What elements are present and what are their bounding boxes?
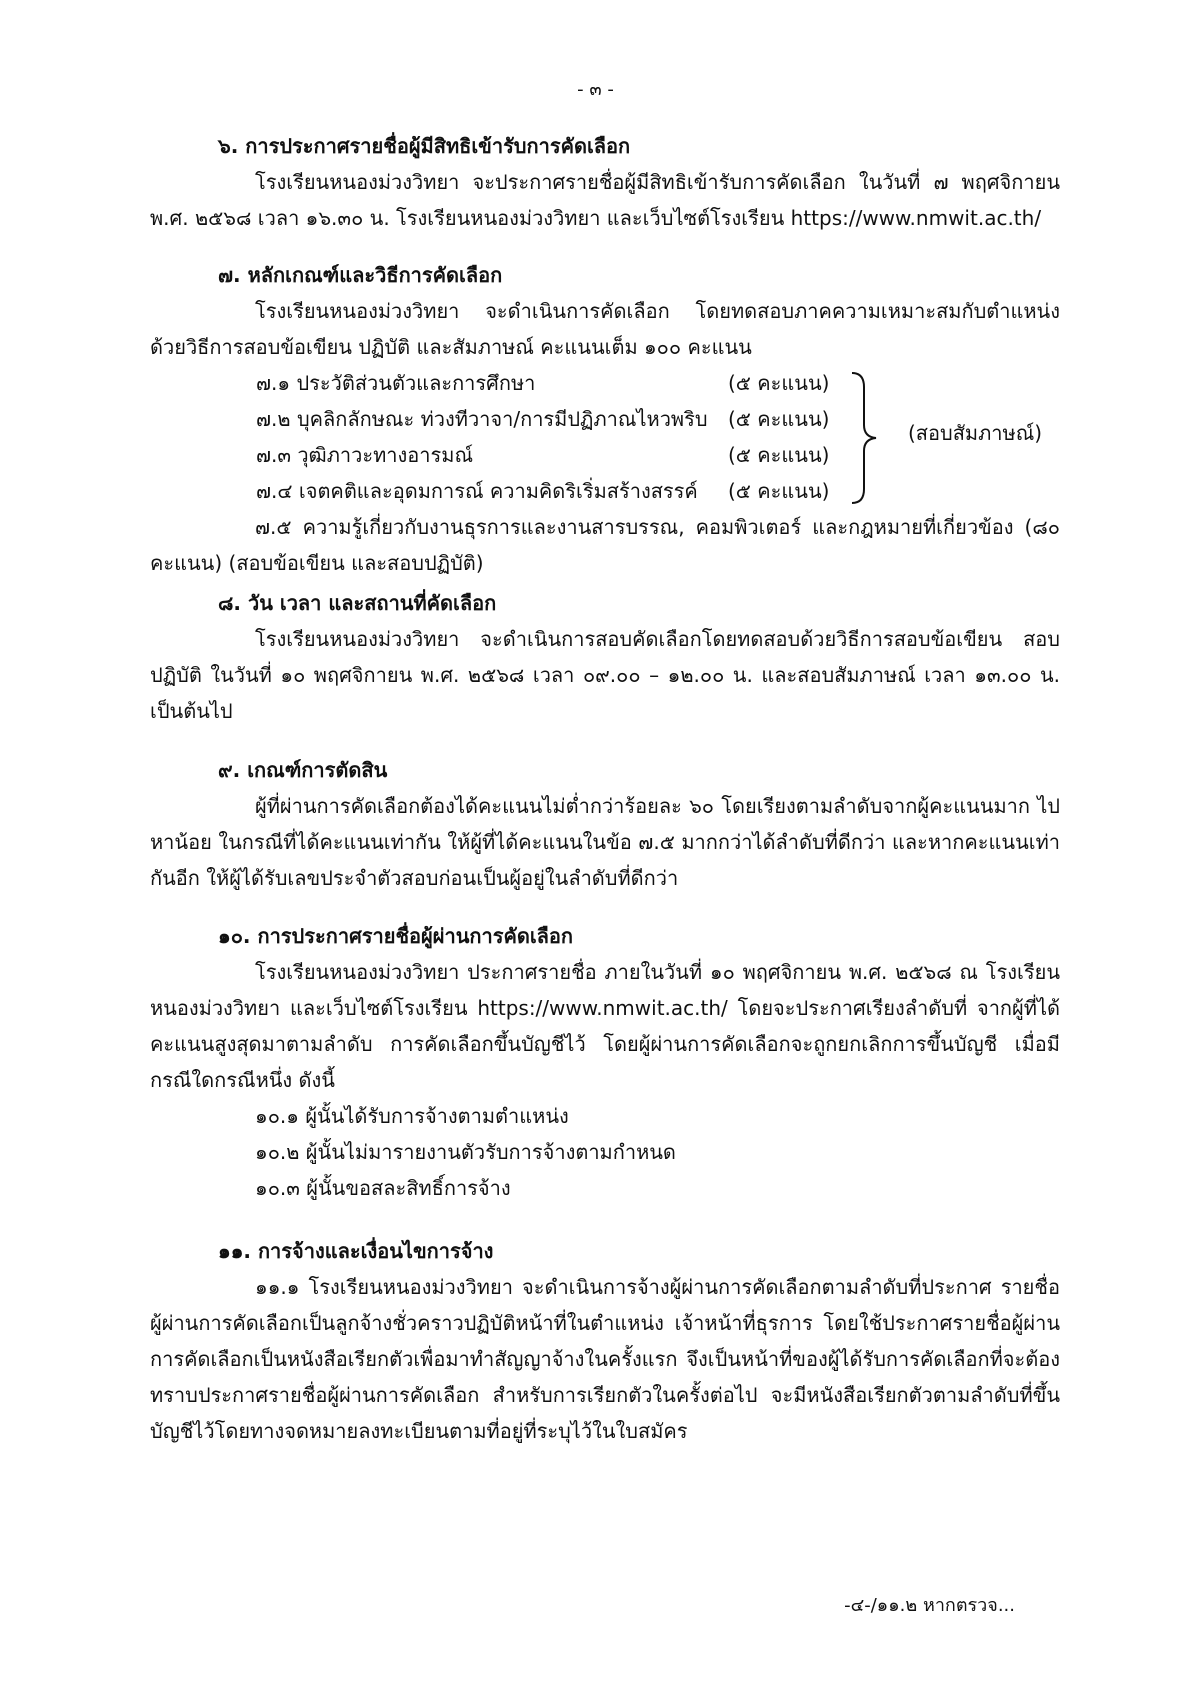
section-11: [150, 1233, 1060, 1449]
criteria-label: ๗.๒ บุคลิกลักษณะ ท่วงทีวาจา/การมีปฏิภาณไหวพริบ: [256, 407, 708, 431]
criteria-label: ๗.๔ เจตคติและอุดมการณ์ ความคิดริเริ่มสร้างสรรค์: [256, 479, 698, 503]
right-brace-icon: [850, 371, 878, 505]
criteria-item: [150, 473, 1060, 509]
section-10-item: ๑๐.๑ ผู้นั้นได้รับการจ้างตามตำแหน่ง: [255, 1104, 569, 1128]
section-8-body: โรงเรียนหนองม่วงวิทยา จะดำเนินการสอบคัดเลือกโดยทดสอบด้วยวิธีการสอบข้อเขียน สอบปฏิบัติ ในวันที่ ๑๐ พฤศจิกายน พ.ศ. ๒๕๖๘ เวลา ๐๙.๐๐ – ๑๒.๐๐ น. และสอบสัมภาษณ์ เวลา ๑๓.๐๐ น. เป็นต้นไป: [150, 627, 1060, 723]
continuation-note: -๔-/๑๑.๒ หากตรวจ...: [844, 1595, 1015, 1616]
criteria-label: ๗.๑ ประวัติส่วนตัวและการศึกษา: [256, 371, 536, 395]
section-6-body: โรงเรียนหนองม่วงวิทยา จะประกาศรายชื่อผู้มีสิทธิเข้ารับการคัดเลือก ในวันที่ ๗ พฤศจิกายน พ.ศ. ๒๕๖๘ เวลา ๑๖.๓๐ น. โรงเรียนหนองม่วงวิทยา และเว็บไซต์โรงเรียน https://www.nmwit.ac.th/: [150, 170, 1060, 230]
criteria-label: ๗.๓ วุฒิภาวะทางอารมณ์: [256, 443, 474, 467]
section-7-body: โรงเรียนหนองม่วงวิทยา จะดำเนินการคัดเลือก โดยทดสอบภาคความเหมาะสมกับตำแหน่ง ด้วยวิธีการสอบข้อเขียน ปฏิบัติ และสัมภาษณ์ คะแนนเต็ม ๑๐๐ คะแนน: [150, 299, 1060, 359]
section-10-item: ๑๐.๓ ผู้นั้นขอสละสิทธิ์การจ้าง: [255, 1176, 511, 1200]
criteria-score: (๕ คะแนน): [728, 407, 830, 431]
criteria-score: (๕ คะแนน): [728, 479, 830, 503]
section-7-title: ๗. หลักเกณฑ์และวิธีการคัดเลือก: [218, 263, 503, 287]
criteria-score: (๕ คะแนน): [728, 371, 830, 395]
section-11-title: ๑๑. การจ้างและเงื่อนไขการจ้าง: [218, 1239, 494, 1263]
section-9: [150, 752, 1060, 896]
section-8-title: ๘. วัน เวลา และสถานที่คัดเลือก: [218, 591, 497, 615]
criteria-item-5: ๗.๕ ความรู้เกี่ยวกับงานธุรการและงานสารบรรณ, คอมพิวเตอร์ และกฎหมายที่เกี่ยวข้อง (๘๐ คะแนน) (สอบข้อเขียน และสอบปฏิบัติ): [150, 515, 1060, 575]
criteria-score: (๕ คะแนน): [728, 443, 830, 467]
section-10-body: โรงเรียนหนองม่วงวิทยา ประกาศรายชื่อ ภายในวันที่ ๑๐ พฤศจิกายน พ.ศ. ๒๕๖๘ ณ โรงเรียนหนองม่วงวิทยา และเว็บไซต์โรงเรียน https://www.nmwit.ac.th/ โดยจะประกาศเรียงลำดับที่ จากผู้ที่ได้คะแนนสูงสุดมาตามลำดับ การคัดเลือกขึ้นบัญชีไว้ โดยผู้ผ่านการคัดเลือกจะถูกยกเลิกการขึ้นบัญชี เมื่อมีกรณีใดกรณีหนึ่ง ดังนี้: [150, 960, 1060, 1092]
section-9-title: ๙. เกณฑ์การตัดสิน: [218, 758, 388, 782]
section-8: [150, 585, 1060, 729]
section-10-item: ๑๐.๒ ผู้นั้นไม่มารายงานตัวรับการจ้างตามกำหนด: [255, 1140, 676, 1164]
interview-criteria-list: [150, 365, 1060, 509]
criteria-item: [150, 365, 1060, 401]
section-10: [150, 918, 1060, 1206]
section-6: [150, 128, 1060, 236]
interview-note: (สอบสัมภาษณ์): [908, 421, 1043, 445]
page-number: - ๓ -: [577, 79, 614, 100]
section-10-title: ๑๐. การประกาศรายชื่อผู้ผ่านการคัดเลือก: [218, 924, 574, 948]
section-6-title: ๖. การประกาศรายชื่อผู้มีสิทธิเข้ารับการคัดเลือก: [218, 134, 631, 158]
section-7: [150, 257, 1060, 581]
section-9-body: ผู้ที่ผ่านการคัดเลือกต้องได้คะแนนไม่ต่ำกว่าร้อยละ ๖๐ โดยเรียงตามลำดับจากผู้คะแนนมาก ไปหาน้อย ในกรณีที่ได้คะแนนเท่ากัน ให้ผู้ที่ได้คะแนนในข้อ ๗.๕ มากกว่าได้ลำดับที่ดีกว่า และหากคะแนนเท่ากันอีก ให้ผู้ได้รับเลขประจำตัวสอบก่อนเป็นผู้อยู่ในลำดับที่ดีกว่า: [150, 794, 1060, 890]
section-11-body: ๑๑.๑ โรงเรียนหนองม่วงวิทยา จะดำเนินการจ้างผู้ผ่านการคัดเลือกตามลำดับที่ประกาศ รายชื่อผู้ผ่านการคัดเลือกเป็นลูกจ้างชั่วคราวปฏิบัติหน้าที่ในตำแหน่ง เจ้าหน้าที่ธุรการ โดยใช้ประกาศรายชื่อผู้ผ่านการคัดเลือกเป็นหนังสือเรียกตัวเพื่อมาทำสัญญาจ้างในครั้งแรก จึงเป็นหน้าที่ของผู้ได้รับการคัดเลือกที่จะต้องทราบประกาศรายชื่อผู้ผ่านการคัดเลือก สำหรับการเรียกตัวในครั้งต่อไป จะมีหนังสือเรียกตัวตามลำดับที่ขึ้นบัญชีไว้โดยทางจดหมายลงทะเบียนตามที่อยู่ที่ระบุไว้ในใบสมัคร: [150, 1275, 1060, 1443]
